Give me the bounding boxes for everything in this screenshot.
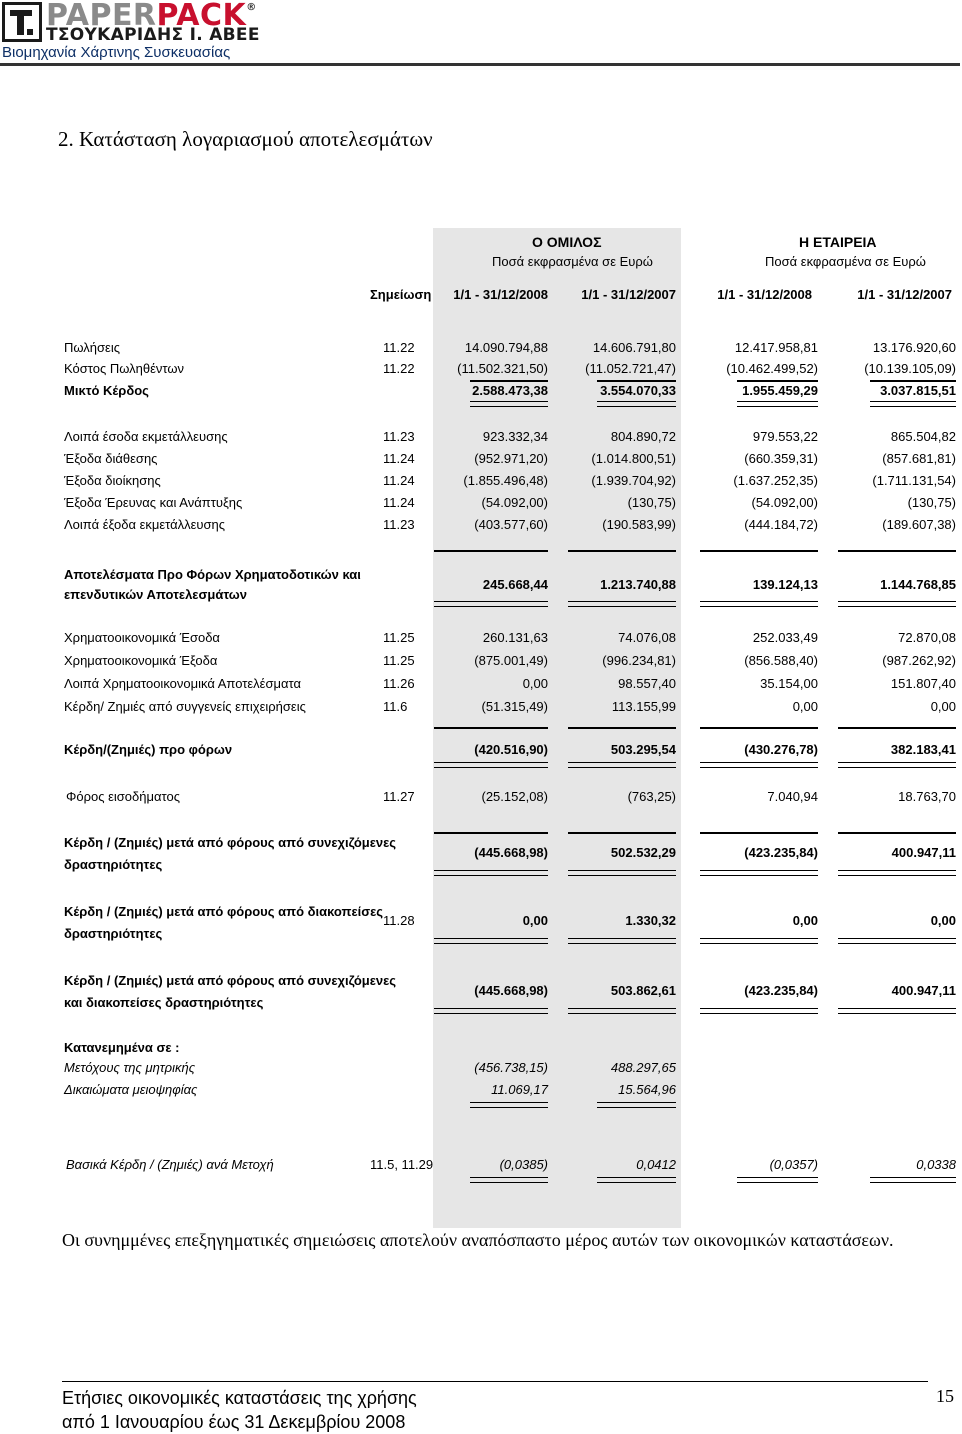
subtotal-rule	[434, 727, 548, 729]
row-label: Έξοδα διοίκησης	[64, 473, 161, 488]
row-note: 11.23	[383, 429, 415, 444]
value-group-2008: (11.502.321,50)	[457, 361, 548, 376]
value-company-2008: 979.553,22	[752, 429, 818, 444]
subtotal-rule	[568, 727, 676, 729]
period-header-group-2007: 1/1 - 31/12/2007	[581, 287, 676, 302]
period-header-company-2007: 1/1 - 31/12/2007	[857, 287, 952, 302]
value-group-2007: 804.890,72	[610, 429, 676, 444]
table-row	[0, 742, 960, 760]
value-company-2008: (0,0357)	[769, 1157, 818, 1172]
table-row	[0, 845, 960, 863]
company-name: ΤΣΟΥΚΑΡΙΔΗΣ Ι. ΑΒΕΕ	[46, 25, 260, 45]
value-company-2008: 1.955.459,29	[742, 383, 818, 398]
value-group-2008: (54.092,00)	[481, 495, 548, 510]
value-company-2008: 0,00	[792, 913, 818, 928]
value-company-2008: (54.092,00)	[751, 495, 818, 510]
value-company-2007: 18.763,70	[898, 789, 956, 804]
total-double-rule	[568, 870, 676, 876]
table-row	[0, 676, 960, 694]
table-row	[0, 1060, 960, 1078]
header-divider	[0, 63, 960, 66]
value-company-2007: (857.681,81)	[882, 451, 956, 466]
total-double-rule	[568, 601, 676, 607]
row-label: Λοιπά έσοδα εκμετάλλευσης	[64, 429, 228, 444]
subtotal-rule	[838, 727, 956, 729]
value-group-2008: 923.332,34	[482, 429, 548, 444]
value-company-2007: 13.176.920,60	[872, 340, 956, 355]
brand-name-part1: PAPER	[46, 0, 157, 33]
total-double-rule	[470, 401, 548, 407]
discontinued-ops-label-line2: δραστηριότητες	[64, 926, 163, 941]
table-row	[0, 983, 960, 1001]
table-row	[0, 473, 960, 491]
subtotal-rule	[434, 832, 548, 834]
value-group-2008: 14.090.794,88	[464, 340, 548, 355]
subtotal-rule	[568, 832, 676, 834]
value-company-2007: (1.711.131,54)	[872, 473, 956, 488]
footer-divider	[62, 1381, 928, 1382]
subtotal-rule	[838, 550, 956, 552]
note-column-header: Σημείωση	[370, 287, 432, 302]
table-row	[0, 1082, 960, 1100]
row-note: 11.27	[383, 789, 415, 804]
group-heading: Ο ΟΜΙΛΟΣ	[532, 234, 602, 250]
total-double-rule	[434, 601, 548, 607]
total-double-rule	[568, 1008, 676, 1014]
total-double-rule	[597, 401, 676, 407]
total-double-rule	[838, 938, 956, 944]
brand-logo-icon	[2, 2, 42, 42]
value-company-2007: 0,00	[930, 699, 956, 714]
value-group-2007: 1.213.740,88	[600, 577, 676, 592]
value-company-2008: 35.154,00	[760, 676, 818, 691]
total-double-rule	[434, 1008, 548, 1014]
subtotal-rule	[700, 727, 818, 729]
ebit-label-line2: επενδυτικών Αποτελεσμάτων	[64, 587, 247, 602]
total-double-rule	[470, 1177, 548, 1183]
value-group-2008: (952.971,20)	[474, 451, 548, 466]
table-row	[0, 630, 960, 648]
table-row	[0, 340, 960, 358]
row-note: 11.28	[383, 913, 415, 928]
row-label: Βασικά Κέρδη / (Ζημιές) ανά Μετοχή	[66, 1157, 274, 1172]
total-double-rule	[700, 870, 818, 876]
value-company-2007: 0,0338	[916, 1157, 956, 1172]
table-row	[0, 361, 960, 379]
total-double-rule	[597, 1102, 676, 1108]
subtotal-rule	[737, 380, 818, 382]
value-company-2007: (130,75)	[907, 495, 956, 510]
company-heading: Η ΕΤΑΙΡΕΙΑ	[799, 234, 877, 250]
row-note: 11.24	[383, 473, 415, 488]
value-group-2007: 503.862,61	[610, 983, 676, 998]
table-row	[0, 789, 960, 807]
value-company-2007: 865.504,82	[890, 429, 956, 444]
subtotal-rule	[870, 380, 956, 382]
value-group-2008: (0,0385)	[499, 1157, 548, 1172]
row-label: Δικαιώματα μειοψηφίας	[64, 1082, 198, 1097]
row-label: Λοιπά έξοδα εκμετάλλευσης	[64, 517, 226, 532]
row-label: Λοιπά Χρηματοοικονομικά Αποτελέσματα	[64, 676, 301, 691]
value-group-2008: (51.315,49)	[481, 699, 548, 714]
row-label: Χρηματοοικονομικά Έσοδα	[64, 630, 220, 645]
value-company-2008: (423.235,84)	[744, 845, 818, 860]
value-company-2007: 151.807,40	[890, 676, 956, 691]
row-label: Έξοδα Έρευνας και Ανάπτυξης	[64, 495, 243, 510]
value-group-2007: 3.554.070,33	[600, 383, 676, 398]
value-group-2008: 0,00	[522, 913, 548, 928]
total-double-rule	[434, 762, 548, 768]
period-header-group-2008: 1/1 - 31/12/2008	[453, 287, 548, 302]
value-company-2008: (444.184,72)	[744, 517, 818, 532]
value-group-2007: (1.939.704,92)	[591, 473, 676, 488]
value-group-2008: 245.668,44	[482, 577, 548, 592]
value-group-2007: 98.557,40	[618, 676, 676, 691]
value-company-2007: 400.947,11	[891, 845, 956, 860]
value-group-2007: 74.076,08	[618, 630, 676, 645]
row-note: 11.24	[383, 495, 415, 510]
value-group-2007: 113.155,99	[611, 699, 676, 714]
value-group-2007: 488.297,65	[610, 1060, 676, 1075]
ebit-label-line1: Αποτελέσματα Προ Φόρων Χρηματοδοτικών και	[64, 567, 361, 582]
value-company-2007: (189.607,38)	[882, 517, 956, 532]
total-double-rule	[434, 870, 548, 876]
table-row	[0, 495, 960, 513]
subtotal-rule	[700, 550, 818, 552]
row-label: Κέρδη/(Ζημιές) προ φόρων	[64, 742, 233, 757]
value-group-2008: 260.131,63	[482, 630, 548, 645]
value-company-2007: 0,00	[930, 913, 956, 928]
value-group-2008: (456.738,15)	[474, 1060, 548, 1075]
total-double-rule	[870, 1177, 956, 1183]
allocated-title: Κατανεμημένα σε :	[64, 1040, 180, 1055]
total-double-rule	[838, 762, 956, 768]
table-row	[0, 1157, 960, 1175]
value-company-2008: 7.040,94	[767, 789, 818, 804]
table-row	[0, 383, 960, 401]
total-double-rule	[838, 870, 956, 876]
table-row	[0, 451, 960, 469]
value-company-2008: (660.359,31)	[744, 451, 818, 466]
total-double-rule	[434, 938, 548, 944]
discontinued-ops-label-line1: Κέρδη / (Ζημιές) μετά από φόρους από διακοπείσες	[64, 904, 384, 919]
group-currency-note: Ποσά εκφρασμένα σε Ευρώ	[492, 254, 653, 269]
value-group-2007: (763,25)	[627, 789, 676, 804]
value-group-2008: (1.855.496,48)	[463, 473, 548, 488]
row-note: 11.6	[383, 699, 408, 714]
row-note: 11.26	[383, 676, 415, 691]
total-double-rule	[838, 601, 956, 607]
total-double-rule	[470, 1102, 548, 1108]
footer-line2: από 1 Ιανουαρίου έως 31 Δεκεμβρίου 2008	[62, 1412, 406, 1432]
value-group-2007: 503.295,54	[610, 742, 676, 757]
row-note: 11.22	[383, 340, 415, 355]
value-group-2008: (875.001,49)	[474, 653, 548, 668]
value-group-2008: 11.069,17	[491, 1082, 548, 1097]
total-double-rule	[838, 1008, 956, 1014]
registered-mark: ®	[246, 2, 257, 13]
page-number: 15	[936, 1386, 954, 1406]
subtotal-rule	[838, 832, 956, 834]
value-group-2007: 14.606.791,80	[592, 340, 676, 355]
company-tagline: Βιομηχανία Χάρτινης Συσκευασίας	[2, 44, 231, 61]
value-group-2007: (130,75)	[627, 495, 676, 510]
row-label: Έξοδα διάθεσης	[64, 451, 158, 466]
value-company-2008: (430.276,78)	[744, 742, 818, 757]
table-row	[0, 653, 960, 671]
value-group-2007: (11.052.721,47)	[585, 361, 676, 376]
value-company-2007: 3.037.815,51	[880, 383, 956, 398]
value-group-2008: (25.152,08)	[481, 789, 548, 804]
value-group-2008: (420.516,90)	[474, 742, 548, 757]
total-double-rule	[597, 1177, 676, 1183]
subtotal-rule	[700, 832, 818, 834]
value-company-2008: 252.033,49	[752, 630, 818, 645]
row-label: Φόρος εισοδήματος	[66, 789, 180, 804]
value-group-2007: 15.564,96	[618, 1082, 676, 1097]
row-note: 11.22	[383, 361, 415, 376]
value-group-2007: (996.234,81)	[602, 653, 676, 668]
value-company-2008: (856.588,40)	[744, 653, 818, 668]
period-header-company-2008: 1/1 - 31/12/2008	[717, 287, 812, 302]
table-row	[0, 517, 960, 535]
subtotal-rule	[597, 380, 676, 382]
value-group-2007: (190.583,99)	[602, 517, 676, 532]
table-row	[0, 577, 960, 595]
value-group-2008: 0,00	[522, 676, 548, 691]
total-double-rule	[737, 401, 818, 407]
total-double-rule	[700, 601, 818, 607]
subtotal-rule	[568, 550, 676, 552]
subtotal-rule	[434, 550, 548, 552]
value-group-2007: 0,0412	[636, 1157, 676, 1172]
row-label: Κέρδη/ Ζημιές από συγγενείς επιχειρήσεις	[64, 699, 306, 714]
value-group-2008: (445.668,98)	[474, 983, 548, 998]
value-company-2008: (423.235,84)	[744, 983, 818, 998]
value-company-2008: 12.417.958,81	[734, 340, 818, 355]
value-company-2008: 139.124,13	[752, 577, 818, 592]
value-company-2008: (10.462.499,52)	[726, 361, 818, 376]
brand-name-part2: PACK	[156, 0, 247, 33]
footer-line1: Ετήσιες οικονομικές καταστάσεις της χρήσης	[62, 1388, 417, 1408]
value-company-2008: (1.637.252,35)	[733, 473, 818, 488]
total-double-rule	[568, 938, 676, 944]
footnote: Οι συνημμένες επεξηγηματικές σημειώσεις αποτελούν αναπόσπαστο μέρος αυτών των οικονομικών καταστάσεων.	[62, 1230, 894, 1250]
footer-text	[62, 1386, 417, 1434]
section-title: 2. Κατάσταση λογαριασμού αποτελεσμάτων	[58, 127, 433, 151]
row-label: Πωλήσεις	[64, 340, 120, 355]
table-row	[0, 913, 960, 931]
value-group-2007: 502.532,29	[610, 845, 676, 860]
row-note: 11.25	[383, 630, 415, 645]
value-company-2007: 72.870,08	[898, 630, 956, 645]
row-note: 11.25	[383, 653, 415, 668]
total-double-rule	[700, 1008, 818, 1014]
row-label: Κόστος Πωληθέντων	[64, 361, 184, 376]
value-company-2008: 0,00	[792, 699, 818, 714]
row-label: Μετόχους της μητρικής	[64, 1060, 196, 1075]
total-ops-label-line2: και διακοπείσες δραστηριότητες	[64, 995, 264, 1010]
value-group-2008: (445.668,98)	[474, 845, 548, 860]
value-company-2007: (987.262,92)	[882, 653, 956, 668]
value-group-2008: (403.577,60)	[474, 517, 548, 532]
row-note: 11.23	[383, 517, 415, 532]
value-company-2007: 400.947,11	[891, 983, 956, 998]
row-label: Χρηματοοικονομικά Έξοδα	[64, 653, 218, 668]
table-row	[0, 429, 960, 447]
total-double-rule	[700, 938, 818, 944]
table-row	[0, 699, 960, 717]
continuing-ops-label-line1: Κέρδη / (Ζημιές) μετά από φόρους από συνεχιζόμενες	[64, 835, 397, 850]
total-double-rule	[568, 762, 676, 768]
subtotal-rule	[470, 380, 548, 382]
row-label: Μικτό Κέρδος	[64, 383, 149, 398]
total-double-rule	[700, 762, 818, 768]
value-group-2007: 1.330,32	[625, 913, 676, 928]
continuing-ops-label-line2: δραστηριότητες	[64, 857, 163, 872]
value-group-2008: 2.588.473,38	[472, 383, 548, 398]
total-ops-label-line1: Κέρδη / (Ζημιές) μετά από φόρους από συνεχιζόμενες	[64, 973, 397, 988]
value-company-2007: 1.144.768,85	[880, 577, 956, 592]
value-company-2007: (10.139.105,09)	[864, 361, 956, 376]
value-group-2007: (1.014.800,51)	[591, 451, 676, 466]
row-note: 11.5, 11.29	[370, 1157, 434, 1172]
company-currency-note: Ποσά εκφρασμένα σε Ευρώ	[765, 254, 926, 269]
value-company-2007: 382.183,41	[890, 742, 956, 757]
row-note: 11.24	[383, 451, 415, 466]
total-double-rule	[870, 401, 956, 407]
total-double-rule	[737, 1177, 818, 1183]
